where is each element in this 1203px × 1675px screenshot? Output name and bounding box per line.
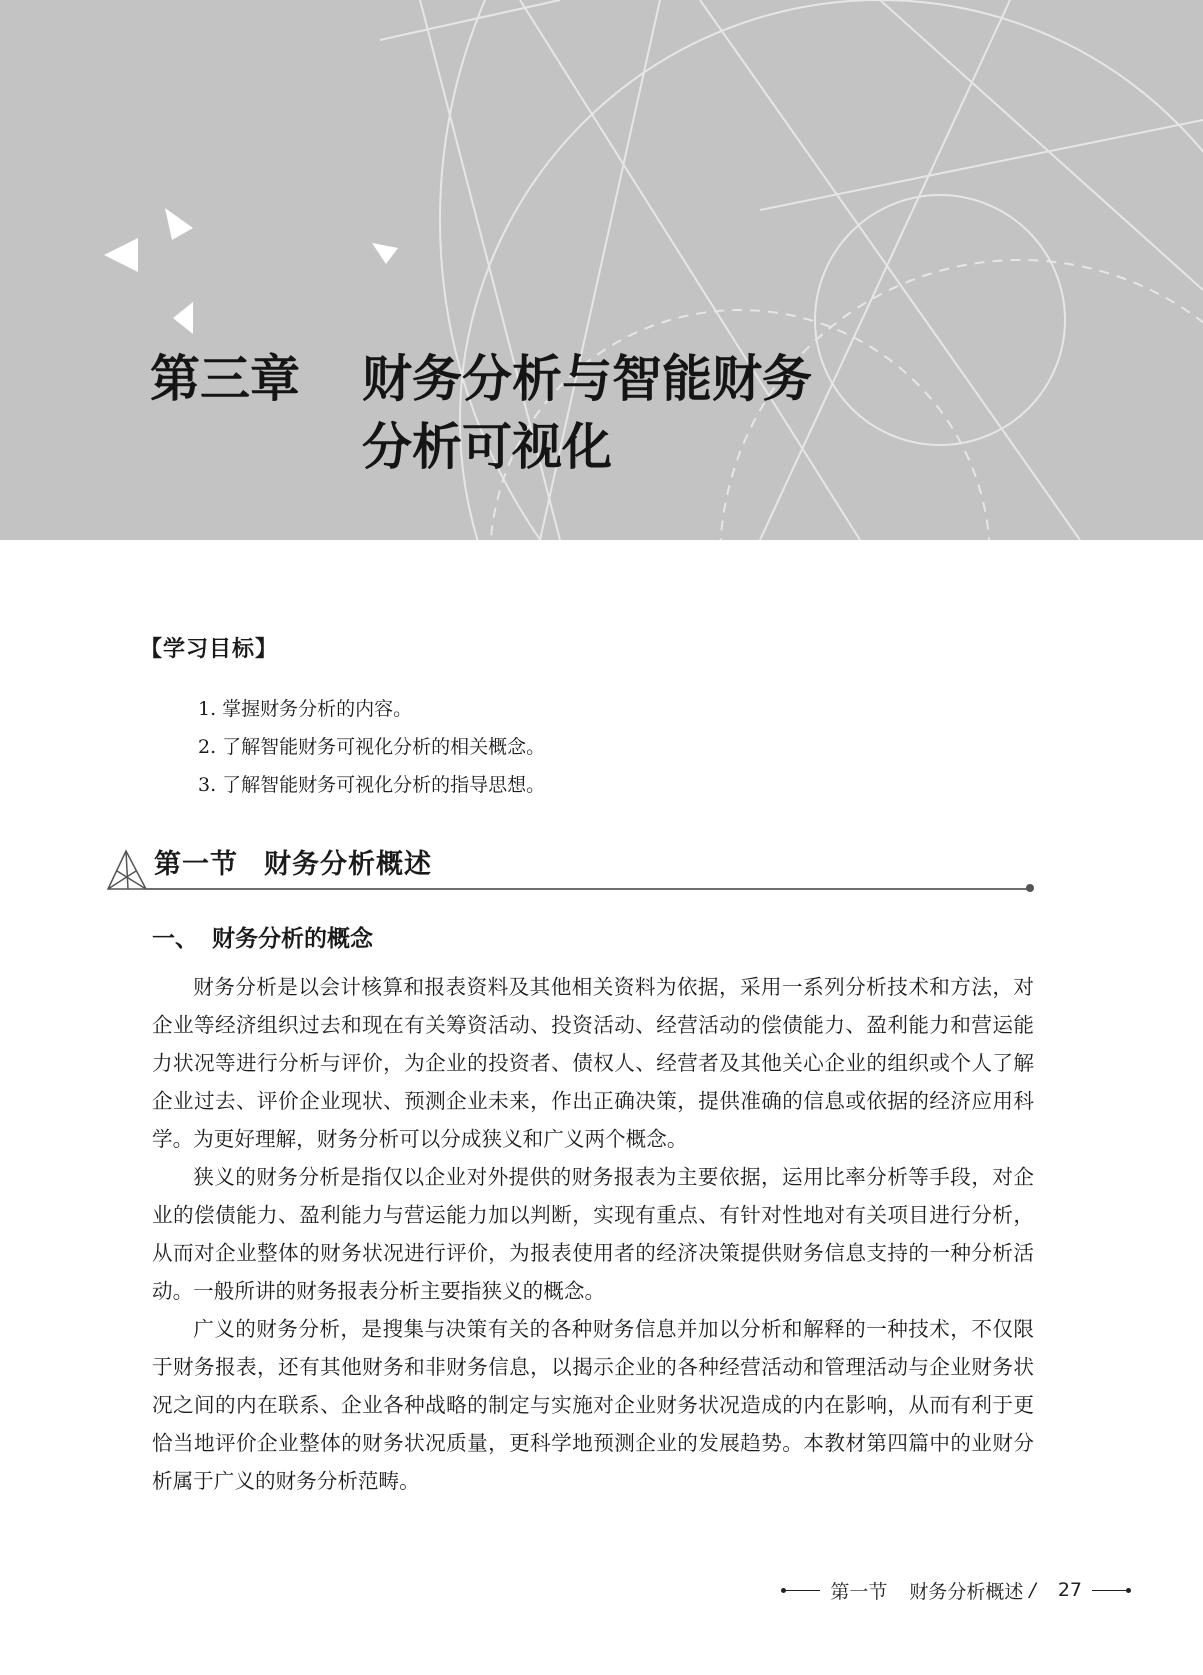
- learning-objectives-list: [198, 690, 545, 804]
- footer-right-ornament: [1092, 1588, 1131, 1593]
- paragraph: 狭义的财务分析是指仅以企业对外提供的财务报表为主要依据，运用比率分析等手段，对企业的偿债能力、盈利能力与营运能力加以判断，实现有重点、有针对性地对有关项目进行分析，从而对企业整体的财务状况进行评价，为报表使用者的经济决策提供财务信息支持的一种分析活动。一般所讲的财务报表分析主要指狭义的概念。: [152, 1165, 1034, 1303]
- paragraph: 财务分析是以会计核算和报表资料及其他相关资料为依据，采用一系列分析技术和方法，对企业等经济组织过去和现在有关筹资活动、投资活动、经营活动的偿债能力、盈利能力和营运能力状况等进行分析与评价，为企业的投资者、债权人、经营者及其他关心企业的组织或个人了解企业过去、评价企业现状、预测企业未来，作出正确决策，提供准确的信息或依据的经济应用科学。为更好理解，财务分析可以分成狭义和广义两个概念。: [152, 975, 1034, 1151]
- section-divider: [146, 888, 1028, 890]
- page-footer: [781, 1570, 1131, 1610]
- paragraph: 广义的财务分析，是搜集与决策有关的各种财务信息并加以分析和解释的一种技术，不仅限于财务报表，还有其他财务和非财务信息，以揭示企业的各种经营活动和管理活动与企业财务状况之间的内在联系、企业各种战略的制定与实施对企业财务状况造成的内在影响，从而有利于更恰当地评价企业整体的财务状况质量，更科学地预测企业的发展趋势。本教材第四篇中的业财分析属于广义的财务分析范畴。: [152, 1317, 1034, 1493]
- page-number: 27: [1057, 1579, 1082, 1601]
- chapter-title-line2: 分析可视化: [362, 418, 612, 476]
- objective-item: 2. 了解智能财务可视化分析的相关概念。: [198, 736, 546, 758]
- footer-section-title: 财务分析概述: [909, 1580, 1024, 1603]
- section-name: 财务分析概述: [264, 849, 432, 880]
- chapter-number: 第三章: [150, 350, 300, 408]
- section-title: [154, 845, 432, 885]
- subsection-heading: [152, 922, 373, 956]
- objective-item: 1. 掌握财务分析的内容。: [198, 698, 413, 720]
- chapter-title-line1: 财务分析与智能财务: [362, 350, 812, 408]
- footer-left-ornament: [781, 1588, 820, 1593]
- section-heading: [106, 845, 1036, 895]
- subsection-title: 财务分析的概念: [212, 926, 373, 952]
- objective-item: 3. 了解智能财务可视化分析的指导思想。: [198, 774, 546, 796]
- learning-objectives-heading: 【学习目标】: [140, 637, 279, 662]
- footer-section: [830, 1577, 1023, 1604]
- footer-section-number: 第一节: [830, 1580, 888, 1603]
- chapter-banner: [0, 0, 1203, 540]
- subsection-index: 一、: [152, 926, 198, 952]
- footer-slash: /: [1029, 1579, 1036, 1601]
- body-text: [152, 968, 1034, 1500]
- chapter-title: [150, 345, 812, 481]
- section-number: 第一节: [154, 849, 238, 880]
- divider-end-dot: [1026, 884, 1034, 892]
